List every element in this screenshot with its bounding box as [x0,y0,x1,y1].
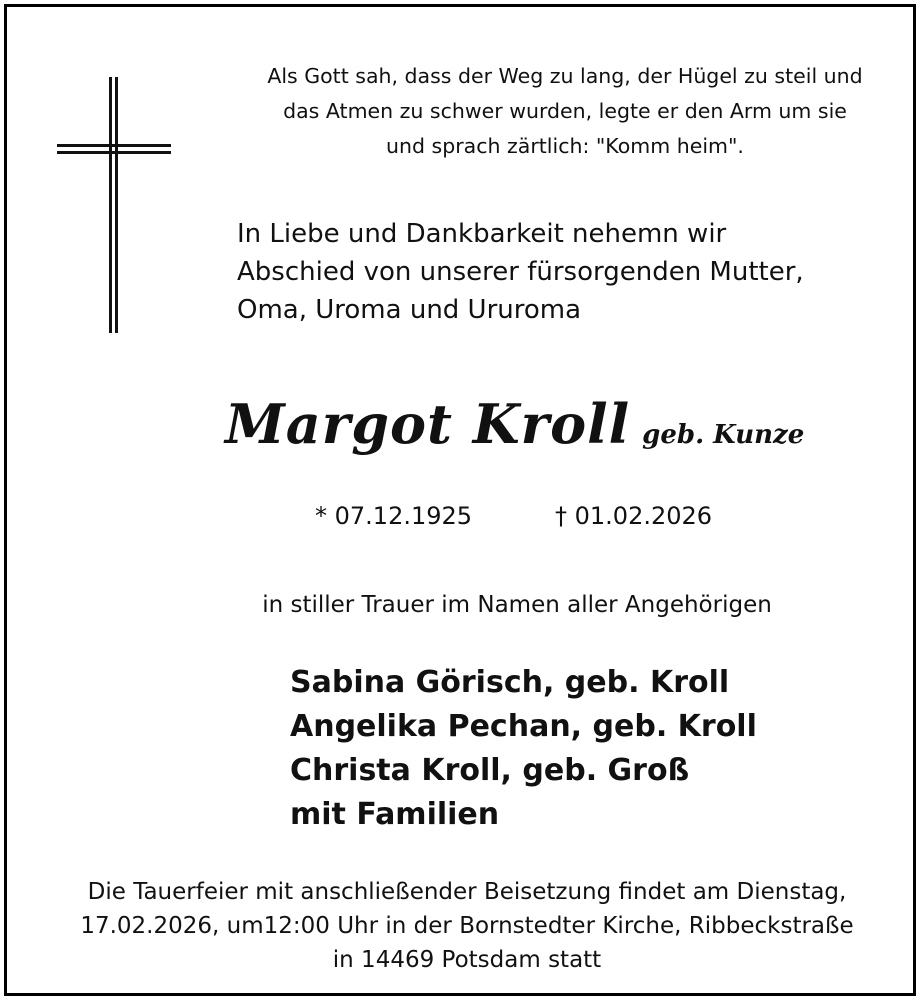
intro-line: Abschied von unserer fürsorgenden Mutter, [237,257,804,287]
obituary-notice [4,4,916,996]
intro-line: In Liebe und Dankbarkeit nehemn wir [237,219,727,249]
poem-line: das Atmen zu schwer wurden, legte er den Arm um sie [283,99,847,123]
family-member: Christa Kroll, geb. Groß [290,753,690,788]
poem [245,59,885,164]
intro-text [237,215,877,329]
mourning-line: in stiller Trauer im Namen aller Angehörigen [262,592,772,618]
funeral-line: Die Tauerfeier mit anschließender Beisetzung findet am Dienstag, [87,879,847,905]
family-member: mit Familien [290,797,500,832]
family-list [290,661,850,837]
intro-line: Oma, Uroma und Ururoma [237,295,582,325]
birth-name: geb. Kunze [642,420,805,450]
deceased-name: Margot Kroll [225,392,631,456]
birth-date: * 07.12.1925 [315,502,473,530]
funeral-line: 17.02.2026, um12:00 Uhr in der Bornstedter Kirche, Ribbeckstraße [80,913,854,939]
family-member: Angelika Pechan, geb. Kroll [290,709,757,744]
poem-line: und sprach zärtlich: "Komm heim". [386,134,744,158]
death-date: † 01.02.2026 [555,502,713,530]
poem-line: Als Gott sah, dass der Weg zu lang, der Hügel zu steil und [267,64,863,88]
cross-icon [57,77,177,337]
family-member: Sabina Görisch, geb. Kroll [290,665,730,700]
deceased-name-block [225,392,865,456]
funeral-line: in 14469 Potsdam statt [332,947,602,973]
funeral-info [27,875,907,977]
